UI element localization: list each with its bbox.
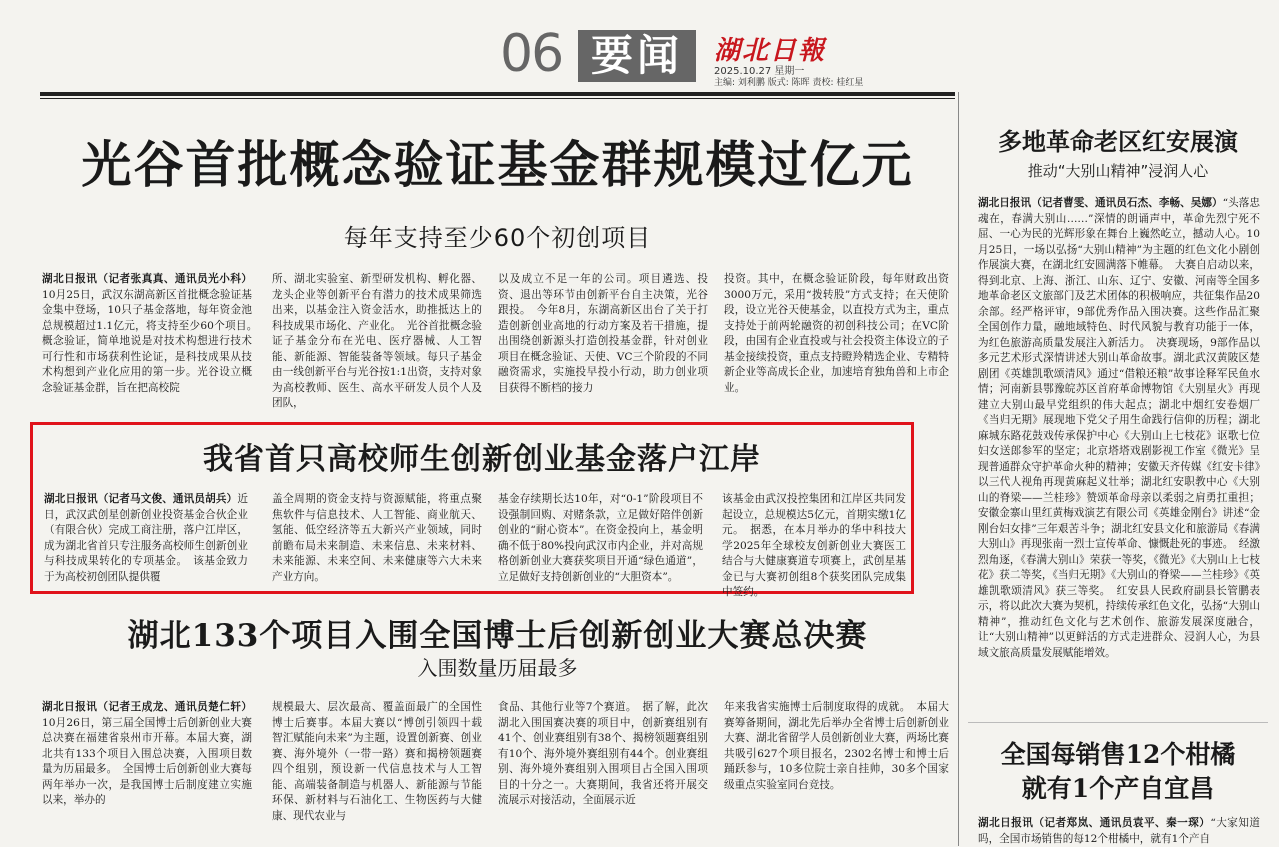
- article2-text-2: 盖全周期的资金支持与资源赋能，将重点聚焦软件与信息技术、人工智能、商业航天、氢能、低空经济等五大新兴产业领域，同时前瞻布局未来制造、未来信息、未来材料、未来能源、未来空间、未来健康等六大未来产业方向。: [272, 493, 482, 583]
- article3-subhead: 入围数量历届最多: [417, 656, 578, 680]
- section-label: 要闻: [578, 30, 696, 82]
- masthead-rule-thin: [40, 98, 955, 99]
- article2-text-3: 基金存续期长达10年，对“0-1”阶段项目不设强制回购、对赌条款，立足做好陪伴创新创业的“耐心资本”。在资金投向上，基金明确不低于80%投向武汉市内企业，并对高规格创新创业大赛获奖项目开通“绿色通道”，立足做好支持创新创业的“大胆资本”。: [498, 493, 703, 583]
- article3-headline[interactable]: 湖北133个项目入围全国博士后创新创业大赛总决赛: [127, 618, 868, 654]
- article1-text-1: 10月25日，武汉东湖高新区首批概念验证基金集中登场，10只子基金落地，每年资金池总规模超过1.1亿元，将支持至少60个项目。 概念验证，简单地说是对技术构想进行技术可行性和市场获利性论证，是科技成果从技术构想到产业化应用的第一步。光谷设立概念验证基金群，旨在把高校院: [42, 288, 263, 394]
- article3-column-3: [498, 700, 708, 840]
- article3-column-2: [272, 700, 482, 840]
- article3-column-4: [724, 700, 949, 840]
- article1-text-2: 所、湖北实验室、新型研发机构、孵化器、龙头企业等创新平台有潜力的技术成果筛选出来，以基金注入资金活水，助推抵达上的科技成果市场化、产业化。 光谷首批概念验证子基金分布在光电、医疗器械、人工智能、新能源、智能装备等领域。每只子基金由一线创新平台与光谷按1:1出资，支持对象为高校教师、医生、高水平研发人员个人及团队，: [272, 273, 482, 409]
- right-article2-byline: 湖北日报讯（记者郑岚、通讯员袁平、秦一琛）: [978, 817, 1211, 829]
- article1-column-4: [724, 272, 949, 408]
- staff-credits: 主编: 刘利鹏 版式: 陈晖 责校: 桂红星: [714, 78, 864, 88]
- article3-text-4: 年来我省实施博士后制度取得的成就。 本届大赛筹备期间，湖北先后举办全省博士后创新创业大赛、湖北省留学人员创新创业大赛，两场比赛共吸引627个项目报名，2302名博士和博士后踊跃参与，10多位院士亲自挂帅，30多个国家级重点实验室同台竞技。: [724, 701, 949, 791]
- newspaper-logo: 湖北日報: [714, 36, 827, 66]
- column-divider: [958, 92, 959, 846]
- right-divider: [968, 722, 1268, 723]
- right-article2-headline-line1: 全国每销售12个柑橘: [1000, 740, 1236, 769]
- right-article-subhead: 推动“大别山精神”浸润人心: [1027, 162, 1209, 180]
- right-article-headline[interactable]: 多地革命老区红安展演: [998, 128, 1238, 156]
- article3-text-1: 10月26日，第三届全国博士后创新创业大赛总决赛在福建省泉州市开幕。本届大赛，湖北共有133个项目入围总决赛，入围项目数量为历届最多。 全国博士后创新创业大赛每两年举办一次，是我国博士后制度建立实施以来，举办的: [42, 716, 252, 806]
- article3-byline: 湖北日报讯（记者王成龙、通讯员楚仁轩）: [42, 701, 252, 713]
- article2-column-1: [44, 492, 248, 586]
- right-article-body: [978, 196, 1260, 714]
- article1-byline: 湖北日报讯（记者张真真、通讯员光小科）: [42, 273, 252, 285]
- article1-column-2: [272, 272, 482, 408]
- article2-column-3: [498, 492, 703, 586]
- article1-column-3: [498, 272, 708, 408]
- article2-column-2: [272, 492, 482, 586]
- article3-text-3: 食品、其他行业等7个赛道。 据了解，此次湖北入围国赛决赛的项目中，创新赛组别有41个、创业赛组别有38个、揭榜领题赛组别有10个、海外境外赛组别有44个。创业赛组别、海外境外赛组别入围项目占全国入围项目的十分之一。大赛期间，我省还将开展交流展示对接活动，全面展示近: [498, 701, 708, 806]
- right-article-text: “头落忠魂在，春满大别山……”深情的朗诵声中，革命先烈宁死不屈、一心为民的光辉形象在舞台上巍然屹立，撼动人心。10月25日，一场以弘扬“大别山精神”为主题的红色文化小剧创作展演大赛，在湖北红安圆满落下帷幕。 大赛自启动以来，得到北京、上海、浙江、山东、辽宁、安徽、河南等全国多地革命老区文旅部门及艺术团体的积极响应，共征集作品20余部。经严格评审，9部优秀作品入围决赛。这些作品汇聚全国创作力量，融地域特色、时代风貌与教育功能于一体，为红色旅游高质量发展注入新活力。 决赛现场，9部作品以多元艺术形式深情讲述大别山革命故事。湖北武汉黄陂区楚剧团《英雄凯歌颂清风》通过“借粮还粮”故事诠释军民鱼水情；河南新县鄂豫皖苏区首府革命博物馆《大别星火》再现建立大别山最早党组织的伟大起点；湖北中烟红安卷烟厂《当归无期》展现地下党父子用生命践行信仰的历程；湖北麻城东路花鼓戏传承保护中心《大别山上七枝花》讴歌七位妇女送郎参军的坚定；北京塔塔戏剧影视工作室《微光》呈现普通群众守护革命火种的精神；安徽天齐传媒《红安卡律》以三代人视角再现黄麻起义壮举；湖北红安职教中心《大别山的脊梁——兰桂珍》赞颂革命母亲以柔弱之肩勇扛重担；安徽金寨山里红黄梅戏演艺有限公司《英雄金刚台》讲述“金刚台妇女排”三年艰苦斗争；湖北红安县文化和旅游局《春满大别山》再现张南一烈士宣传革命、慷慨赴死的事迹。 经激烈角逐，《春满大别山》荣获一等奖，《微光》《大别山上七枝花》获二等奖，《当归无期》《大别山的脊梁——兰桂珍》《英雄凯歌颂清风》获三等奖。 红安县人民政府副县长管鹏表示，将以此次大赛为契机，持续传承红色文化，弘扬“大别山精神”，推动红色文化与艺术创作、旅游发展深度融合，让“大别山精神”以更鲜活的方式走进群众、浸润人心，为县域文旅高质量发展赋能增效。: [978, 197, 1261, 659]
- issue-date: 2025.10.27 星期一: [714, 66, 805, 77]
- right-article2-headline[interactable]: [968, 738, 1268, 806]
- article2-text-1: 近日，武汉武创星创新创业投资基金合伙企业（有限合伙）完成工商注册，落户江岸区，成为湖北省首只专注服务高校师生创新创业与科技成果转化的专项基金。 该基金致力于为高校初创团队提供覆: [44, 493, 248, 583]
- article1-text-3: 以及成立不足一年的公司。项目遴选、投资、退出等环节由创新平台自主决策，光谷跟投。 今年8月，东湖高新区出台了关于打造创新创业高地的行动方案及若干措施，提出围绕创新源头打造创投基金群，针对创业项目在概念验证、天使、VC三个阶段的不同融资需求，实施投早投小行动，助力创业项目获得不断档的接力: [498, 273, 708, 394]
- article2-column-4: [722, 492, 906, 598]
- right-article2-headline-line2: 就有1个产自宜昌: [1021, 774, 1215, 803]
- article2-byline: 湖北日报讯（记者马文俊、通讯员胡兵）: [44, 493, 238, 505]
- article2-text-4: 该基金由武汉投控集团和江岸区共同发起设立，总规模达5亿元，首期实缴1亿元。 据悉，在本月举办的华中科技大学2025年全球校友创新创业大赛医工结合与大健康赛道专项赛上，武创星基金已与大赛初创组8个获奖团队完成集中签约。: [722, 493, 906, 598]
- article1-subhead: 每年支持至少60个初创项目: [343, 224, 652, 252]
- article3-text-2: 规模最大、层次最高、覆盖面最广的全国性博士后赛事。本届大赛以“博创引领四十载 智汇赋能向未来”为主题，设置创新赛、创业赛、海外境外（一带一路）赛和揭榜领题赛四个组别，预设新一代信息技术与人工智能、高端装备制造与机器人、新能源与节能环保、新材料与石油化工、生物医药与大健康、现代农业与: [272, 701, 482, 822]
- right-article2-body: [978, 816, 1260, 846]
- article3-column-1: [42, 700, 252, 840]
- right-article-byline: 湖北日报讯（记者曹雯、通讯员石杰、李畅、吴娜）: [978, 197, 1223, 209]
- article1-headline[interactable]: 光谷首批概念验证基金群规模过亿元: [81, 136, 914, 194]
- article2-headline[interactable]: 我省首只高校师生创新创业基金落户江岸: [203, 442, 761, 477]
- page-number: 06: [500, 24, 563, 84]
- right-article2-text: “大家知道吗，全国市场销售的每12个柑橘中，就有1个产自: [978, 817, 1260, 845]
- article1-column-1: [42, 272, 263, 408]
- article1-text-4: 投资。其中，在概念验证阶段，每年财政出资3000万元，采用“拨转股”方式支持；在天使阶段，设立光谷天使基金，以直投方式为主，重点支持处于前两轮融资的初创科技公司；在VC阶段，由国有企业直投或与社会投资主体设立的子基金接续投资，重点支持瞪羚精选企业、专精特新企业等高成长企业，加速培育独角兽和上市企业。: [724, 273, 949, 394]
- masthead-rule: [40, 92, 955, 96]
